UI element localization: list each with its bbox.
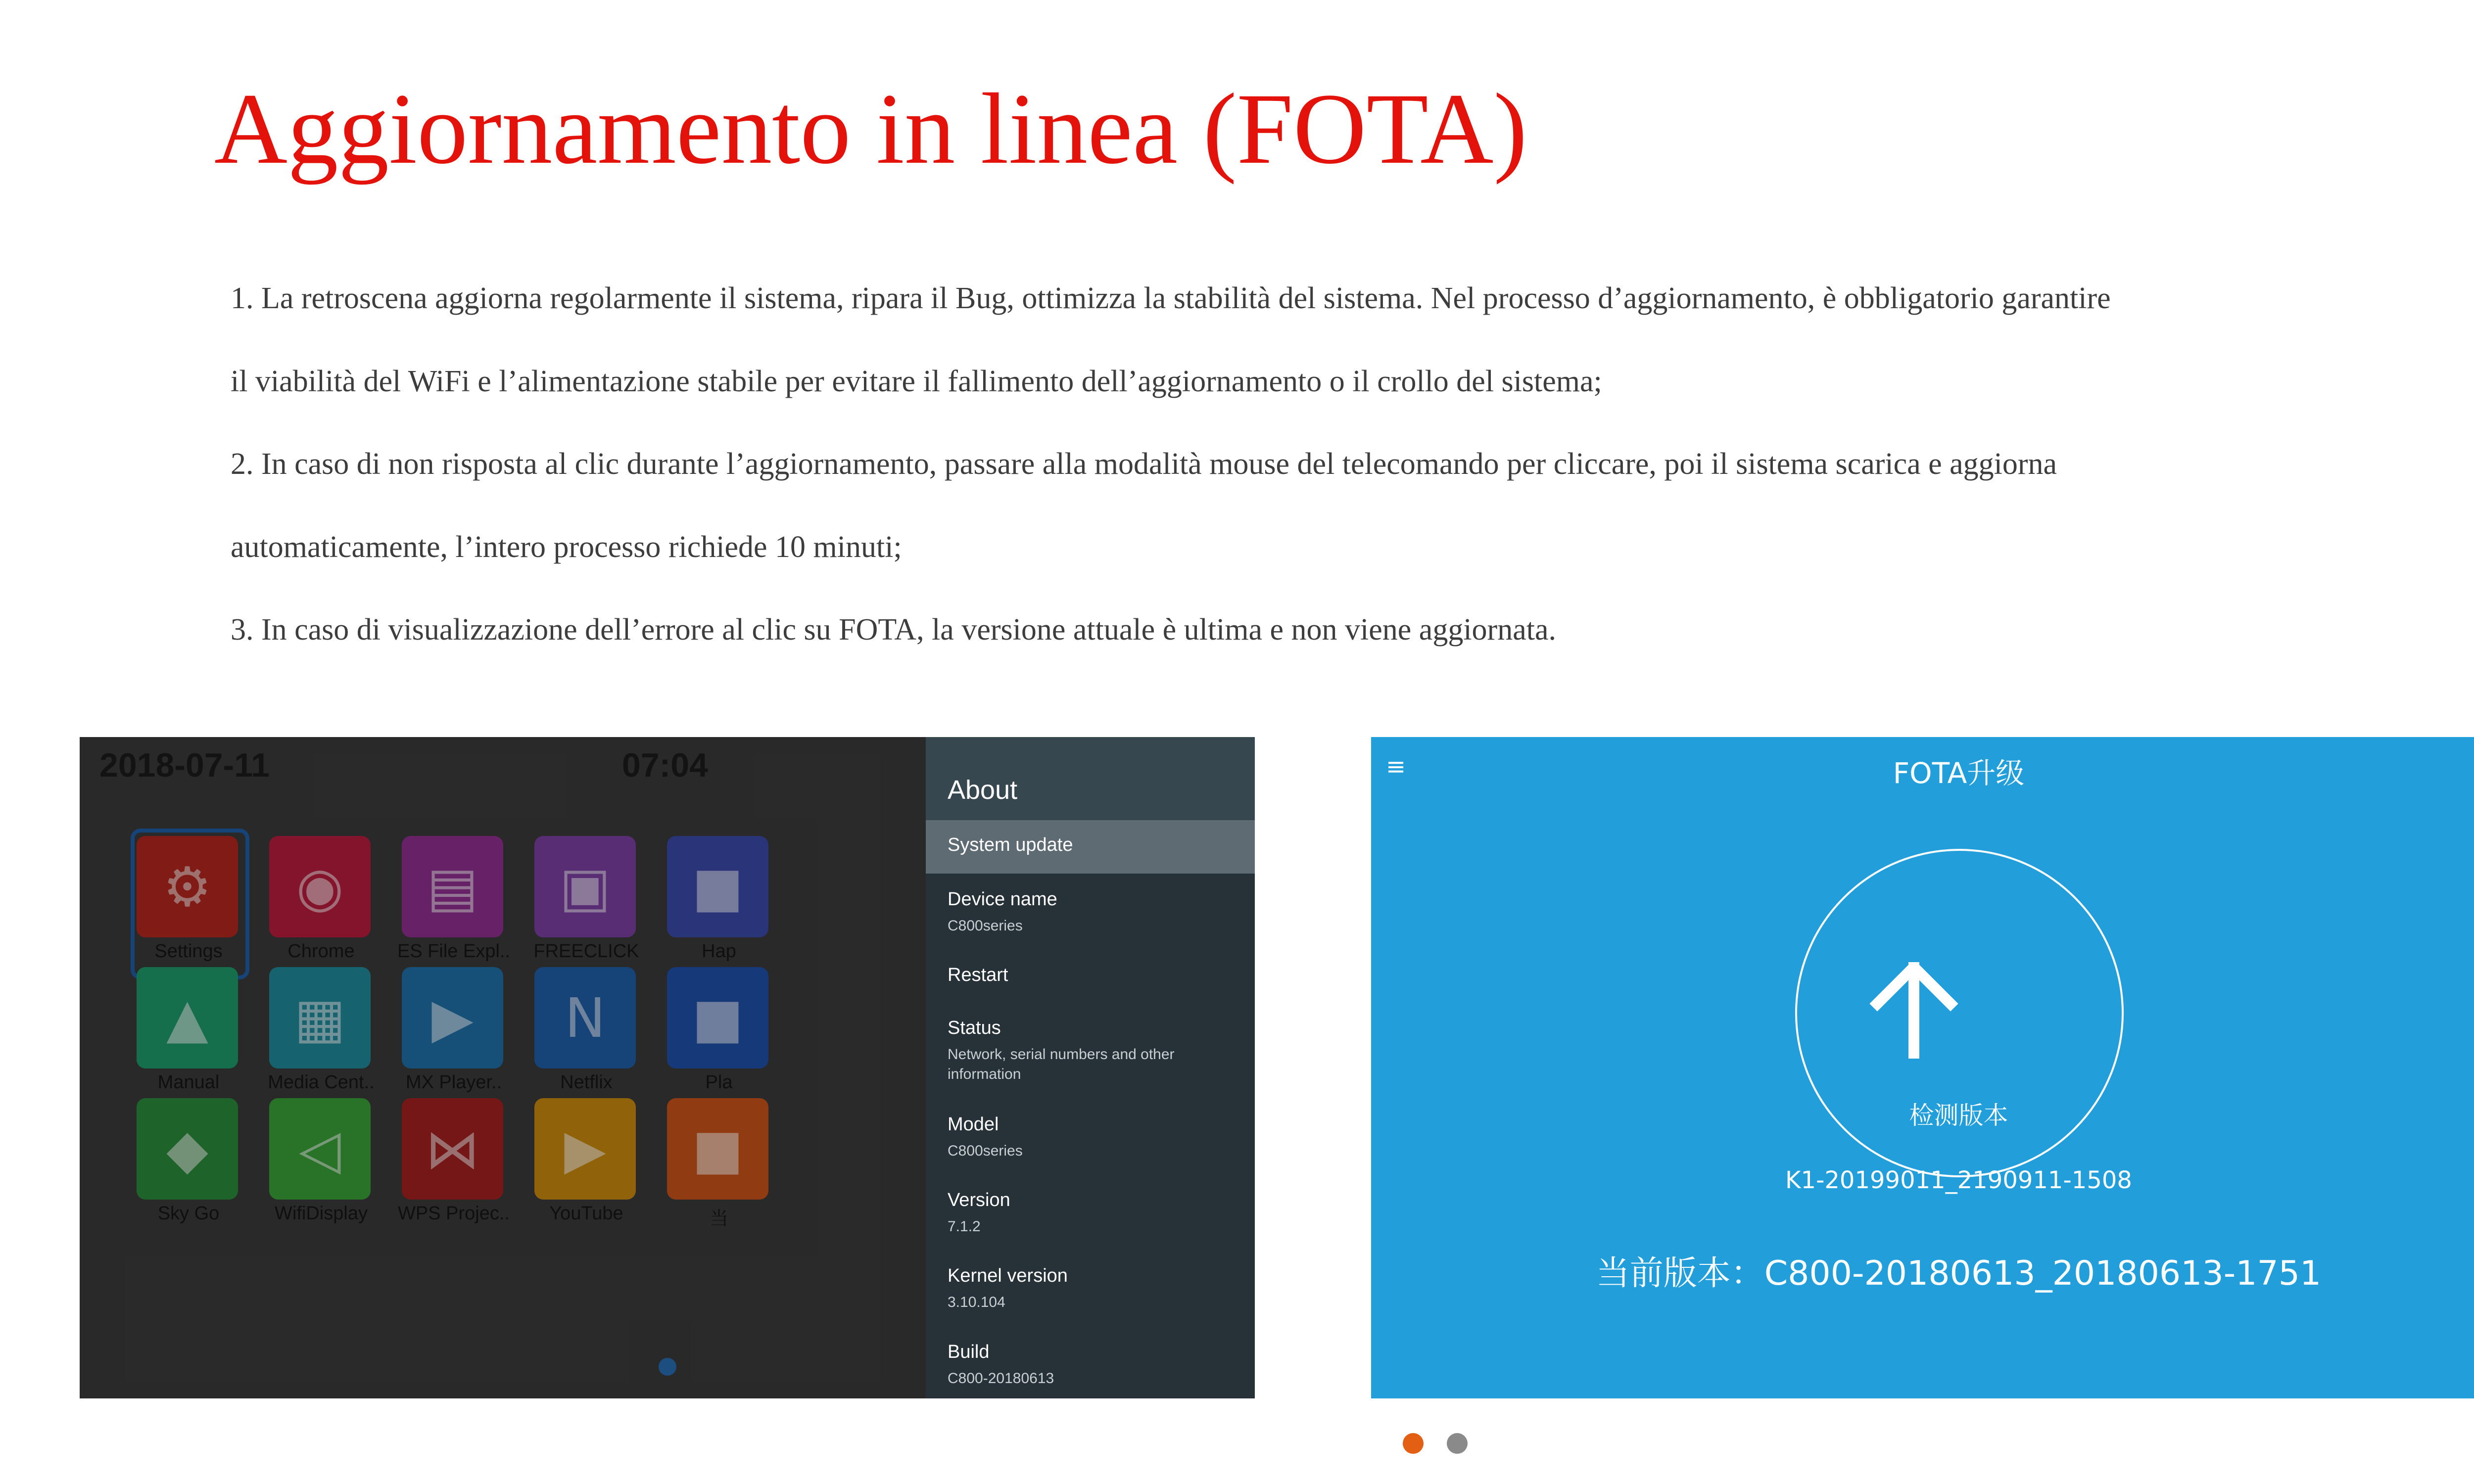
app-label: ES File Expl.. [397, 941, 511, 962]
youtube-icon: ▶ [564, 1117, 606, 1181]
app-label: Manual [157, 1072, 220, 1093]
slide-title: Aggiornamento in linea (FOTA) [214, 73, 1527, 185]
about-item-status[interactable]: Status [948, 1018, 1001, 1038]
gear-icon: ⚙ [163, 855, 212, 919]
about-item-build[interactable]: Build [948, 1342, 990, 1362]
check-version-label: 检测版本 [1909, 1101, 2008, 1130]
about-item-status-value: Network, serial numbers and other information [948, 1046, 1175, 1082]
about-item-system-update[interactable]: System update [948, 835, 1073, 855]
app-icon: ■ [692, 855, 744, 919]
menu-icon[interactable]: ≡ [1386, 753, 1406, 781]
paragraph-3: 3. In caso di visualizzazione dell’errore al clic su FOTA, la versione attuale è ultima e non viene aggiornata. [231, 613, 1556, 647]
paragraph-1b: il viabilità del WiFi e l’alimentazione stabile per evitare il fallimento dell’aggiornamento o il crollo del sistema; [231, 365, 1602, 398]
about-item-restart[interactable]: Restart [948, 965, 1008, 985]
app-label: WPS Projec.. [398, 1203, 510, 1224]
about-header [926, 737, 1255, 820]
app-icon: ■ [692, 986, 744, 1050]
chrome-icon: ◉ [296, 855, 344, 919]
about-item-device-name-value: C800series [948, 918, 1023, 934]
about-item-model[interactable]: Model [948, 1114, 999, 1135]
about-item-version[interactable]: Version [948, 1190, 1010, 1210]
app-label: Netflix [560, 1072, 613, 1093]
about-item-kernel-version-value: 3.10.104 [948, 1294, 1005, 1310]
paragraph-2a: 2. In caso di non risposta al clic durante l’aggiornamento, passare alla modalità mouse del telecomando per cliccare, poi il sistema scarica e aggiorna [231, 447, 2057, 481]
home-page-dot [659, 1358, 676, 1376]
paragraph-1a: 1. La retroscena aggiorna regolarmente il sistema, ripara il Bug, ottimizza la stabilità del sistema. Nel processo d’aggiornamento, è obbligatorio garantire [231, 281, 2111, 315]
play-icon: ▶ [431, 986, 474, 1050]
app-label: Sky Go [157, 1203, 220, 1224]
folder-icon: ▤ [427, 855, 478, 919]
home-screen [80, 737, 926, 1398]
about-item-device-name[interactable]: Device name [948, 889, 1057, 910]
about-panel [926, 737, 1255, 1398]
app-label: Media Cent.. [268, 1072, 375, 1093]
paragraph-2b: automaticamente, l’intero processo richiede 10 minuti; [231, 530, 902, 564]
netflix-icon: N [565, 986, 606, 1050]
settings-screenshot [80, 737, 1255, 1398]
fota-screenshot [1371, 737, 2474, 1398]
app-label: WifiDisplay [275, 1203, 368, 1224]
home-time: 07:04 [622, 746, 708, 784]
app-label: MX Player.. [405, 1072, 502, 1093]
app-label: 当 [709, 1208, 728, 1229]
app-label: Hap [702, 941, 736, 962]
dim-overlay [80, 737, 926, 1398]
home-date: 2018-07-11 [99, 746, 270, 784]
app-label: Chrome [287, 941, 355, 962]
app-icon: ■ [692, 1117, 744, 1181]
app-label: FREECLICK [533, 941, 639, 962]
app-label: Pla [705, 1072, 733, 1093]
wps-icon: ⋈ [425, 1117, 480, 1181]
media-icon: ▦ [294, 986, 346, 1050]
about-item-version-value: 7.1.2 [948, 1218, 981, 1235]
slide-pager-dot[interactable] [1447, 1433, 1468, 1454]
app-label: Settings [154, 941, 223, 962]
android-icon: ▲ [166, 986, 208, 1050]
about-item-model-value: C800series [948, 1143, 1023, 1159]
bag-icon: ▣ [559, 855, 611, 919]
upload-arrow-icon [1869, 962, 1958, 1059]
share-icon: ◁ [299, 1117, 341, 1181]
new-version-text: K1-20199011_2190911-1508 [1785, 1166, 2132, 1194]
about-title: About [948, 775, 1018, 805]
current-version-text: 当前版本：C800-20180613_20180613-1751 [1596, 1254, 2322, 1293]
app-label: YouTube [549, 1203, 623, 1224]
fota-title: FOTA升级 [1893, 756, 2025, 790]
sky-icon: ◆ [166, 1117, 208, 1181]
about-item-kernel-version[interactable]: Kernel version [948, 1265, 1068, 1286]
about-item-build-value: C800-20180613 [948, 1370, 1054, 1387]
slide-pager-dot-active[interactable] [1403, 1433, 1424, 1454]
